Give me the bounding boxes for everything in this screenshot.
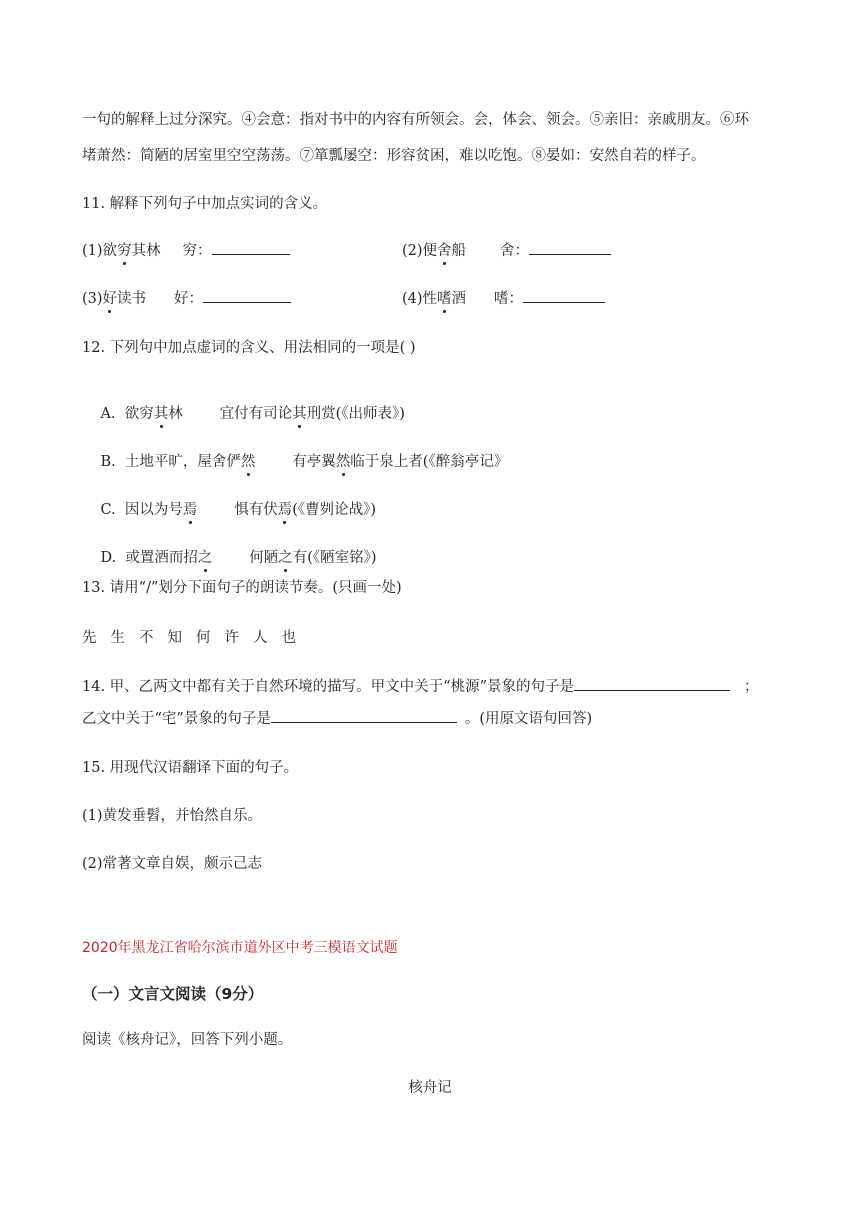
exam-title[interactable]: 2020年黑龙江省哈尔滨市道外区中考三模语文试题 bbox=[82, 940, 398, 956]
q11-item-4-blank[interactable] bbox=[523, 288, 605, 303]
q12-option-a-dotted-2: 其 bbox=[292, 406, 307, 422]
q12-option-c-mid: 惧有伏 bbox=[197, 502, 278, 518]
q12-option-b-dotted-1: 然 bbox=[240, 454, 256, 470]
q14-line-1-text: 14. 甲、乙两文中都有关于自然环境的描写。甲文中关于“桃源”景象的句子是 bbox=[82, 679, 574, 695]
q12-option-b-pre: B. 土地平旷，屋舍俨 bbox=[100, 454, 241, 470]
q12-option-c-dotted-2: 焉 bbox=[277, 502, 293, 518]
q11-item-1-post: 其林 bbox=[131, 243, 161, 259]
q15-stem: 15. 用现代汉语翻译下面的句子。 bbox=[82, 760, 299, 776]
q12-option-a-dotted-1: 其 bbox=[153, 406, 169, 422]
q13-sentence bbox=[82, 628, 296, 648]
reading-intro: 阅读《核舟记》，回答下列小题。 bbox=[82, 1032, 293, 1048]
q13-char: 人 bbox=[253, 630, 268, 646]
q12-option-d-dotted-2: 之 bbox=[278, 550, 293, 566]
q13-char: 何 bbox=[196, 630, 211, 646]
q12-option-d-mid: 何陋 bbox=[212, 550, 279, 566]
q11-stem: 11. 解释下列句子中加点实词的含义。 bbox=[82, 196, 328, 212]
q11-item-3 bbox=[82, 288, 291, 309]
q12-option-b-mid: 有亭翼 bbox=[255, 454, 336, 470]
q14-line-2-post: 。(用原文语句回答) bbox=[464, 711, 593, 727]
q11-item-1-word: 穷： bbox=[182, 243, 212, 259]
q14-line-1-end: ； bbox=[744, 679, 759, 695]
q11-item-1-blank[interactable] bbox=[212, 240, 290, 255]
q11-item-1 bbox=[82, 240, 290, 261]
q15-sentence-1: (1)黄发垂髫，并怡然自乐。 bbox=[82, 808, 263, 824]
q11-item-2-word: 舍： bbox=[500, 243, 530, 259]
q11-item-2-blank[interactable] bbox=[529, 240, 611, 255]
passage-title: 核舟记 bbox=[408, 1080, 452, 1096]
q13-char: 知 bbox=[167, 630, 182, 646]
q11-item-3-word: 好： bbox=[174, 291, 204, 307]
q14-line-2-pre: 乙文中关于“宅”景象的句子是 bbox=[82, 711, 271, 727]
q13-char: 不 bbox=[139, 630, 154, 646]
q11-item-3-pre: (3) bbox=[82, 291, 103, 307]
note-line-2: 堵萧然：简陋的居室里空空荡荡。⑦箪瓢屡空：形容贫困，难以吃饱。⑧晏如：安然自若的样子。 bbox=[82, 148, 706, 164]
q12-option-a-post: 刑赏(《出师表》) bbox=[306, 406, 405, 422]
q13-char: 先 bbox=[82, 630, 97, 646]
q11-item-1-pre: (1)欲 bbox=[82, 243, 118, 259]
section-heading: （一）文言文阅读（9分） bbox=[82, 985, 264, 1003]
q13-char: 也 bbox=[281, 630, 296, 646]
q11-item-4-dotted: 嗜 bbox=[437, 291, 452, 307]
q11-item-4-word: 嗜： bbox=[494, 291, 524, 307]
q11-item-3-post: 读书 bbox=[117, 291, 147, 307]
q11-item-2-post: 船 bbox=[451, 243, 467, 259]
q12-stem: 12. 下列句中加点虚词的含义、用法相同的一项是( ) bbox=[82, 340, 416, 356]
q11-item-4 bbox=[402, 288, 605, 309]
q14-blank-2[interactable] bbox=[271, 708, 457, 723]
q12-option-a-pre: A. 欲穷 bbox=[100, 406, 154, 422]
q12-option-d-pre: D. 或置酒而招 bbox=[100, 550, 198, 566]
q13-char: 许 bbox=[224, 630, 239, 646]
q13-char: 生 bbox=[110, 630, 125, 646]
q11-item-2-dotted: 舍 bbox=[437, 243, 452, 259]
q12-option-d-dotted-1: 之 bbox=[197, 550, 213, 566]
q15-sentence-2: (2)常著文章自娱，颇示己志 bbox=[82, 856, 263, 872]
q14-line-1 bbox=[82, 676, 759, 697]
q11-item-3-dotted: 好 bbox=[102, 291, 118, 307]
q11-item-3-blank[interactable] bbox=[203, 288, 291, 303]
q11-item-4-post: 酒 bbox=[451, 291, 467, 307]
q12-option-a-mid: 林 宜付有司论 bbox=[168, 406, 293, 422]
note-line-1: 一句的解释上过分深究。④会意：指对书中的内容有所领会。会，体会、领会。⑤亲旧：亲戚朋友。⑥环 bbox=[82, 112, 749, 128]
q14-line-2 bbox=[82, 708, 592, 729]
q12-option-c-post: (《曹刿论战》) bbox=[292, 502, 377, 518]
q11-item-1-dotted: 穷 bbox=[117, 243, 132, 259]
q14-blank-1[interactable] bbox=[574, 676, 730, 691]
q11-item-2 bbox=[402, 240, 611, 261]
q11-item-2-pre: (2)便 bbox=[402, 243, 438, 259]
q12-option-b-dotted-2: 然 bbox=[335, 454, 351, 470]
q12-option-d-post: 有(《陋室铭》) bbox=[292, 550, 377, 566]
q11-item-4-pre: (4)性 bbox=[402, 291, 438, 307]
q12-option-b-post: 临于泉上者(《醉翁亭记》 bbox=[350, 454, 509, 470]
q12-option-c-dotted-1: 焉 bbox=[182, 502, 198, 518]
q13-stem: 13. 请用“/”划分下面句子的朗读节奏。(只画一处) bbox=[82, 580, 402, 596]
q12-option-c-pre: C. 因以为号 bbox=[100, 502, 183, 518]
